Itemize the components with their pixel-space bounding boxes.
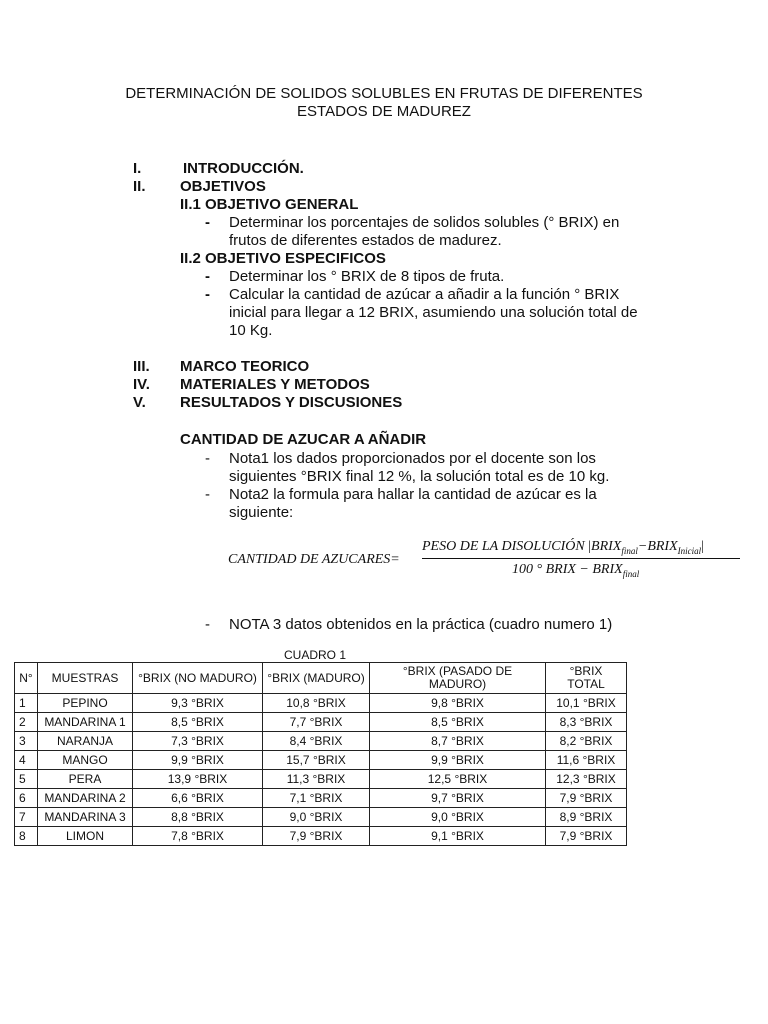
table-cell: PEPINO	[38, 694, 133, 713]
table-cell: MANDARINA 3	[38, 808, 133, 827]
formula-sub-final: final	[621, 545, 638, 556]
table-cell: 11,6 °BRIX	[546, 751, 627, 770]
col-header-maduro: °BRIX (MADURO)	[263, 663, 370, 694]
section-number-v: V.	[133, 394, 146, 411]
table-cell: 7,9 °BRIX	[263, 827, 370, 846]
table-cell: 8,5 °BRIX	[133, 713, 263, 732]
text-line: siguientes °BRIX final 12 %, la solución total es de 10 kg.	[229, 468, 610, 485]
section-number-iv: IV.	[133, 376, 150, 393]
col-header-muestras: MUESTRAS	[38, 663, 133, 694]
abs-bar-left: |	[588, 539, 592, 554]
table-cell: NARANJA	[38, 732, 133, 751]
formula-numerator-text: PESO DE LA DISOLUCIÓN	[422, 539, 585, 554]
table-cell: 1	[15, 694, 38, 713]
title-line-2: ESTADOS DE MADUREZ	[297, 103, 471, 120]
text-line: frutos de diferentes estados de madurez.	[229, 232, 502, 249]
table-cell: 7,7 °BRIX	[263, 713, 370, 732]
table-cell: 9,8 °BRIX	[370, 694, 546, 713]
table-cell: 8,7 °BRIX	[370, 732, 546, 751]
title-line-1: DETERMINACIÓN DE SOLIDOS SOLUBLES EN FRUTAS DE DIFERENTES	[125, 85, 643, 102]
text-line: Nota2 la formula para hallar la cantidad de azúcar es la	[229, 486, 597, 503]
col-header-pasado: °BRIX (PASADO DE MADURO)	[370, 663, 546, 694]
table-cell: 8,2 °BRIX	[546, 732, 627, 751]
table-cell: 12,3 °BRIX	[546, 770, 627, 789]
table-caption: CUADRO 1	[284, 648, 347, 662]
table-cell: 8,4 °BRIX	[263, 732, 370, 751]
col-header-no-maduro: °BRIX (NO MADURO)	[133, 663, 263, 694]
table-cell: 9,0 °BRIX	[370, 808, 546, 827]
bullet-dash: -	[205, 450, 210, 467]
formula-sub-inicial: Inicial	[677, 545, 702, 556]
table-cell: 11,3 °BRIX	[263, 770, 370, 789]
table-row	[15, 751, 627, 770]
text-line: siguiente:	[229, 504, 294, 521]
formula-brix: BRIX	[591, 539, 622, 554]
table-row	[15, 789, 627, 808]
table-body	[15, 694, 627, 846]
col-header-total: °BRIX TOTAL	[546, 663, 627, 694]
table-row	[15, 732, 627, 751]
table-cell: 8,9 °BRIX	[546, 808, 627, 827]
table-row	[15, 713, 627, 732]
note-2	[229, 486, 597, 522]
formula-brix: BRIX	[647, 539, 678, 554]
table-cell: 10,8 °BRIX	[263, 694, 370, 713]
section-objetivos: OBJETIVOS	[180, 178, 266, 195]
table-cell: 13,9 °BRIX	[133, 770, 263, 789]
bullet-dash: -	[205, 214, 210, 231]
section-number-iii: III.	[133, 358, 150, 375]
table-cell: MANGO	[38, 751, 133, 770]
objetivo-especifico-item-2	[229, 286, 638, 340]
table-cell: 9,7 °BRIX	[370, 789, 546, 808]
sugar-heading: CANTIDAD DE AZUCAR A AÑADIR	[180, 431, 427, 448]
section-marco-teorico: MARCO TEORICO	[180, 358, 310, 375]
table-cell: MANDARINA 1	[38, 713, 133, 732]
table-cell: 6	[15, 789, 38, 808]
text-line: 10 Kg.	[229, 322, 273, 339]
table-cell: 7	[15, 808, 38, 827]
table-cell: 7,9 °BRIX	[546, 789, 627, 808]
table-cell: 8,5 °BRIX	[370, 713, 546, 732]
subsection-objetivo-general: II.1 OBJETIVO GENERAL	[180, 196, 359, 213]
table-cell: 9,0 °BRIX	[263, 808, 370, 827]
table-cell: 7,9 °BRIX	[546, 827, 627, 846]
table-row	[15, 694, 627, 713]
document-title	[0, 85, 768, 121]
table-cell: 3	[15, 732, 38, 751]
table-header-row	[15, 663, 627, 694]
table-cell: PERA	[38, 770, 133, 789]
text-line: inicial para llegar a 12 BRIX, asumiendo una solución total de	[229, 304, 638, 321]
section-number-ii: II.	[133, 178, 146, 195]
note-1	[229, 450, 609, 486]
text-line: Nota1 los dados proporcionados por el docente son los	[229, 450, 596, 467]
table-cell: 2	[15, 713, 38, 732]
formula-minus: −	[637, 539, 648, 554]
bullet-dash: -	[205, 486, 210, 503]
table-cell: 9,3 °BRIX	[133, 694, 263, 713]
objetivo-general-item	[229, 214, 619, 250]
table-cell: 7,3 °BRIX	[133, 732, 263, 751]
col-header-n: N°	[15, 663, 38, 694]
sugar-formula	[228, 538, 758, 586]
table-cell: 4	[15, 751, 38, 770]
bullet-dash: -	[205, 268, 210, 285]
formula-numerator	[422, 539, 704, 556]
bullet-dash: -	[205, 616, 210, 633]
section-resultados: RESULTADOS Y DISCUSIONES	[180, 394, 403, 411]
table-cell: MANDARINA 2	[38, 789, 133, 808]
table-cell: 8	[15, 827, 38, 846]
fraction-bar	[422, 558, 740, 559]
text-line: Determinar los porcentajes de solidos solubles (° BRIX) en	[229, 214, 620, 231]
note-3: NOTA 3 datos obtenidos en la práctica (cuadro numero 1)	[229, 616, 613, 633]
table-cell: 8,8 °BRIX	[133, 808, 263, 827]
section-materiales-metodos: MATERIALES Y METODOS	[180, 376, 370, 393]
section-introduccion: INTRODUCCIÓN.	[183, 160, 304, 177]
formula-denominator	[512, 562, 639, 579]
table-cell: 12,5 °BRIX	[370, 770, 546, 789]
table-cell: 5	[15, 770, 38, 789]
brix-table	[14, 662, 627, 846]
text-line: Calcular la cantidad de azúcar a añadir a la función ° BRIX	[229, 286, 620, 303]
formula-sub-final: final	[622, 568, 640, 579]
table-cell: LIMON	[38, 827, 133, 846]
table-cell: 8,3 °BRIX	[546, 713, 627, 732]
table-row	[15, 827, 627, 846]
formula-lhs: CANTIDAD DE AZUCARES=	[228, 552, 400, 567]
subsection-objetivo-especificos: II.2 OBJETIVO ESPECIFICOS	[180, 250, 386, 267]
table-row	[15, 808, 627, 827]
bullet-dash: -	[205, 286, 210, 303]
objetivo-especifico-item-1: Determinar los ° BRIX de 8 tipos de fruta.	[229, 268, 505, 285]
table-cell: 15,7 °BRIX	[263, 751, 370, 770]
abs-bar-right: |	[701, 539, 704, 554]
table-row	[15, 770, 627, 789]
table-cell: 7,1 °BRIX	[263, 789, 370, 808]
table-cell: 10,1 °BRIX	[546, 694, 627, 713]
table-cell: 7,8 °BRIX	[133, 827, 263, 846]
formula-denominator-text: 100 ° BRIX − BRIX	[512, 562, 623, 577]
section-number-i: I.	[133, 160, 142, 177]
table-cell: 9,1 °BRIX	[370, 827, 546, 846]
table-cell: 6,6 °BRIX	[133, 789, 263, 808]
table-cell: 9,9 °BRIX	[370, 751, 546, 770]
table-cell: 9,9 °BRIX	[133, 751, 263, 770]
